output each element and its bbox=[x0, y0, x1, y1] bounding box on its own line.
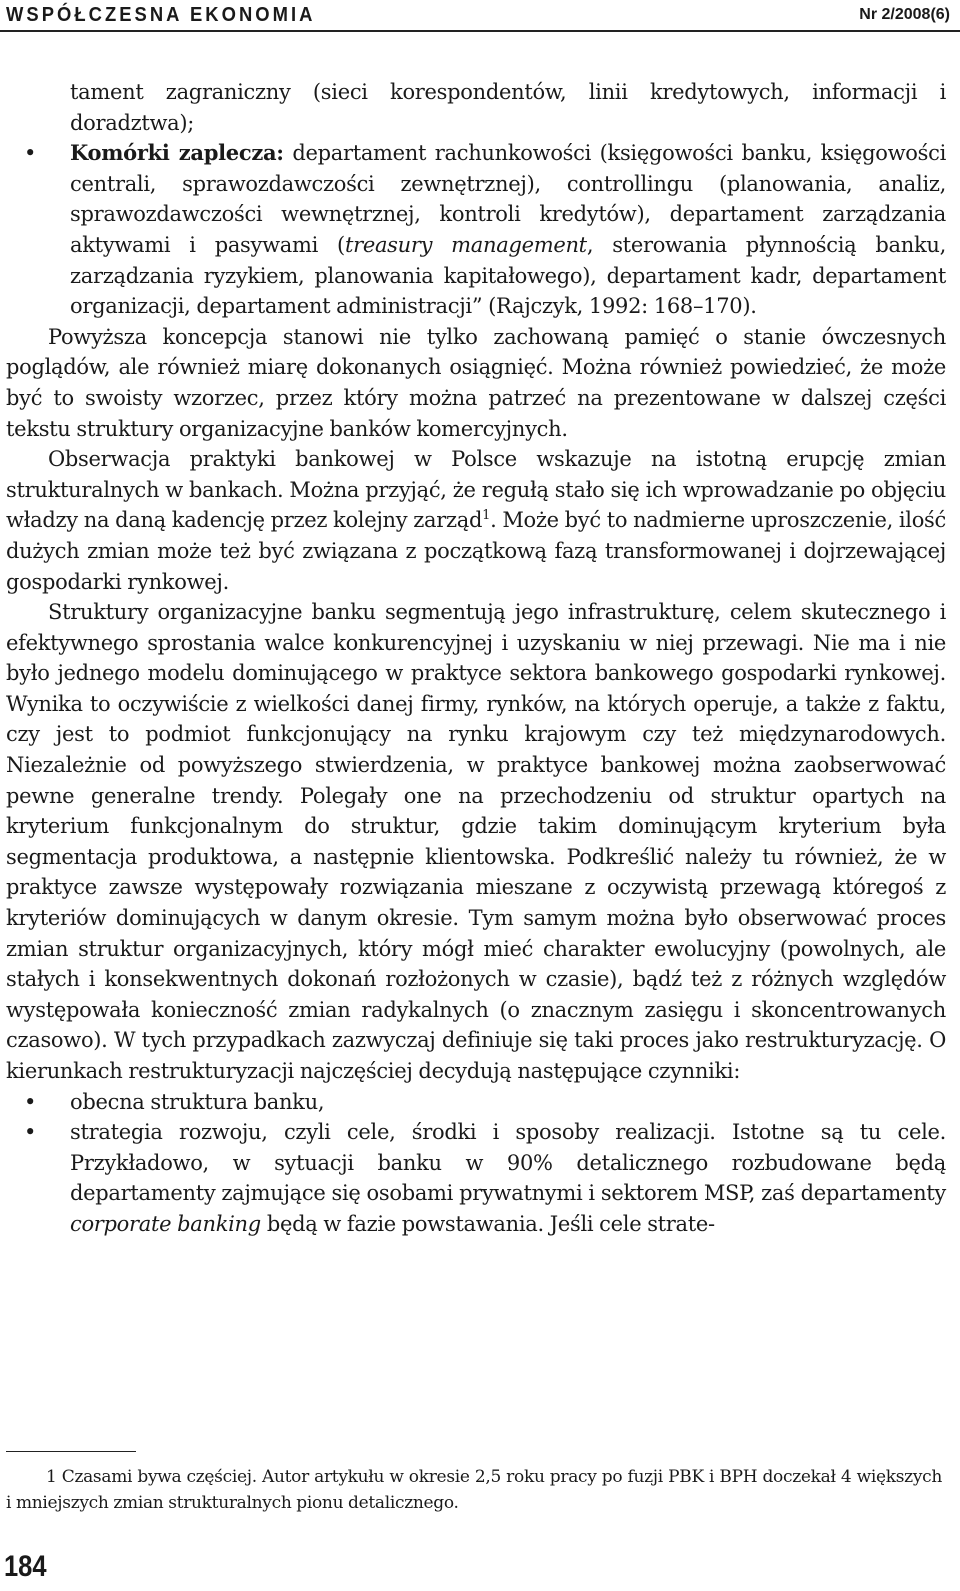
bullet-icon: • bbox=[24, 141, 37, 166]
italic-term: corporate banking bbox=[70, 1211, 261, 1236]
journal-title: WSPÓŁCZESNA EKONOMIA bbox=[6, 4, 316, 26]
bullet-icon: • bbox=[24, 1120, 37, 1145]
footnote bbox=[6, 1464, 942, 1516]
article-body bbox=[6, 77, 946, 1240]
issue-number: Nr 2/2008(6) bbox=[859, 6, 950, 23]
header-rule bbox=[0, 30, 960, 32]
footnote-marker: 1 bbox=[46, 1467, 57, 1487]
list-item-back-office: • Komórki zaplecza: departament rachunkowości (księgowości banku, księgowości centrali, sprawozdawczości zewnętrznej), controllingu (planowania, analiz, sprawozdawczości wewnętrznej, kontroli kredytów), departament zarządzania aktywami i pasywami (treasury management, sterowania płynnością banku, zarządzania ryzykiem, planowania kapitałowego), departament kadr, departament organizacji, departament administracji” (Rajczyk, 1992: 168–170). bbox=[24, 140, 946, 319]
footnote-ref[interactable]: 1 bbox=[482, 508, 491, 524]
list-item-structure: • obecna struktura banku, bbox=[6, 1087, 946, 1118]
italic-term: treasury management bbox=[344, 232, 587, 257]
running-header bbox=[0, 0, 960, 34]
bullet-icon: • bbox=[24, 1089, 37, 1114]
footnote-text: Czasami bywa częściej. Autor artykułu w okresie 2,5 roku pracy po fuzji PBK i BPH doczekał 4 większych i mniejszych zmian strukturalnych pionu detalicznego. bbox=[6, 1467, 942, 1513]
paragraph: Struktury organizacyjne banku segmentują jego infrastrukturę, celem skutecznego i efektywnego sprostania walce konkurencyjnej i uzyskaniu w niej przewagi. Nie ma i nie było jednego modelu dominującego w praktyce sektora bankowego gospodarki rynkowej. Wynika to oczywiście z wielkości danej firmy, rynków, na których operuje, a także z faktu, czy jest to podmiot funkcjonujący na rynku krajowym czy też międzynarodowych. Niezależnie od powyższego stwierdzenia, w praktyce bankowej można zaobserwować pewne generalne trendy. Polegały one na przechodzeniu od struktur opartych na kryterium funkcjonalnym do struktur, gdzie takim dominującym kryterium była segmentacja produktowa, a następnie klientowska. Podkreślić należy tu również, że w praktyce zawsze występowały rozwiązania mieszane z oczywistą przewagą któregoś z kryteriów dominujących w danym okresie. Tym samym można było obserwować proces zmian struktur organizacyjnych, który mógł mieć charakter ewolucyjny (powolnych, ale stałych i konsekwentnych dokonań rozłożonych w czasie), bądź też z różnych względów występowała konieczność zmian radykalnych (o znacznym zasięgu i skoncentrowanych czasowo). W tych przypadkach zazwyczaj definiuje się taki proces jako restrukturyzację. O kierunkach restrukturyzacji najczęściej decydują następujące czynniki: bbox=[6, 600, 946, 1083]
page-number: 184 bbox=[4, 1550, 47, 1583]
list-item-term: Komórki zaplecza: bbox=[70, 140, 284, 166]
list-item-strategy: • strategia rozwoju, czyli cele, środki i sposoby realizacji. Istotne są tu cele. Przykładowo, w sytuacji banku w 90% detalicznego rozbudowane będą departamenty zajmujące się osobami prywatnymi i sektorem MSP, zaś departamenty corporate banking będą w fazie powstawania. Jeśli cele strate- bbox=[6, 1117, 946, 1239]
paragraph: Powyższa koncepcja stanowi nie tylko zachowaną pamięć o stanie ówczesnych poglądów, ale również miarę dokonanych osiągnięć. Można również powiedzieć, że może być to swoisty wzorzec, przez który można patrzeć na prezentowane w dalszej części tekstu struktury organizacyjne banków komercyjnych. bbox=[6, 324, 946, 441]
list-item-continuation: tament zagraniczny (sieci korespondentów, linii kredytowych, informacji i doradztwa); bbox=[70, 80, 946, 135]
footnote-rule bbox=[6, 1451, 136, 1452]
paragraph: Obserwacja praktyki bankowej w Polsce wskazuje na istotną erupcję zmian strukturalnych w bankach. Można przyjąć, że regułą stało się ich wprowadzanie po objęciu władzy na daną kadencję przez kolejny zarząd$^1$. Może być to nadmierne uproszczenie, ilość dużych zmian może też być związana z początkową fazą transformowanej i dojrzewającej gospodarki rynkowej. bbox=[6, 447, 946, 594]
